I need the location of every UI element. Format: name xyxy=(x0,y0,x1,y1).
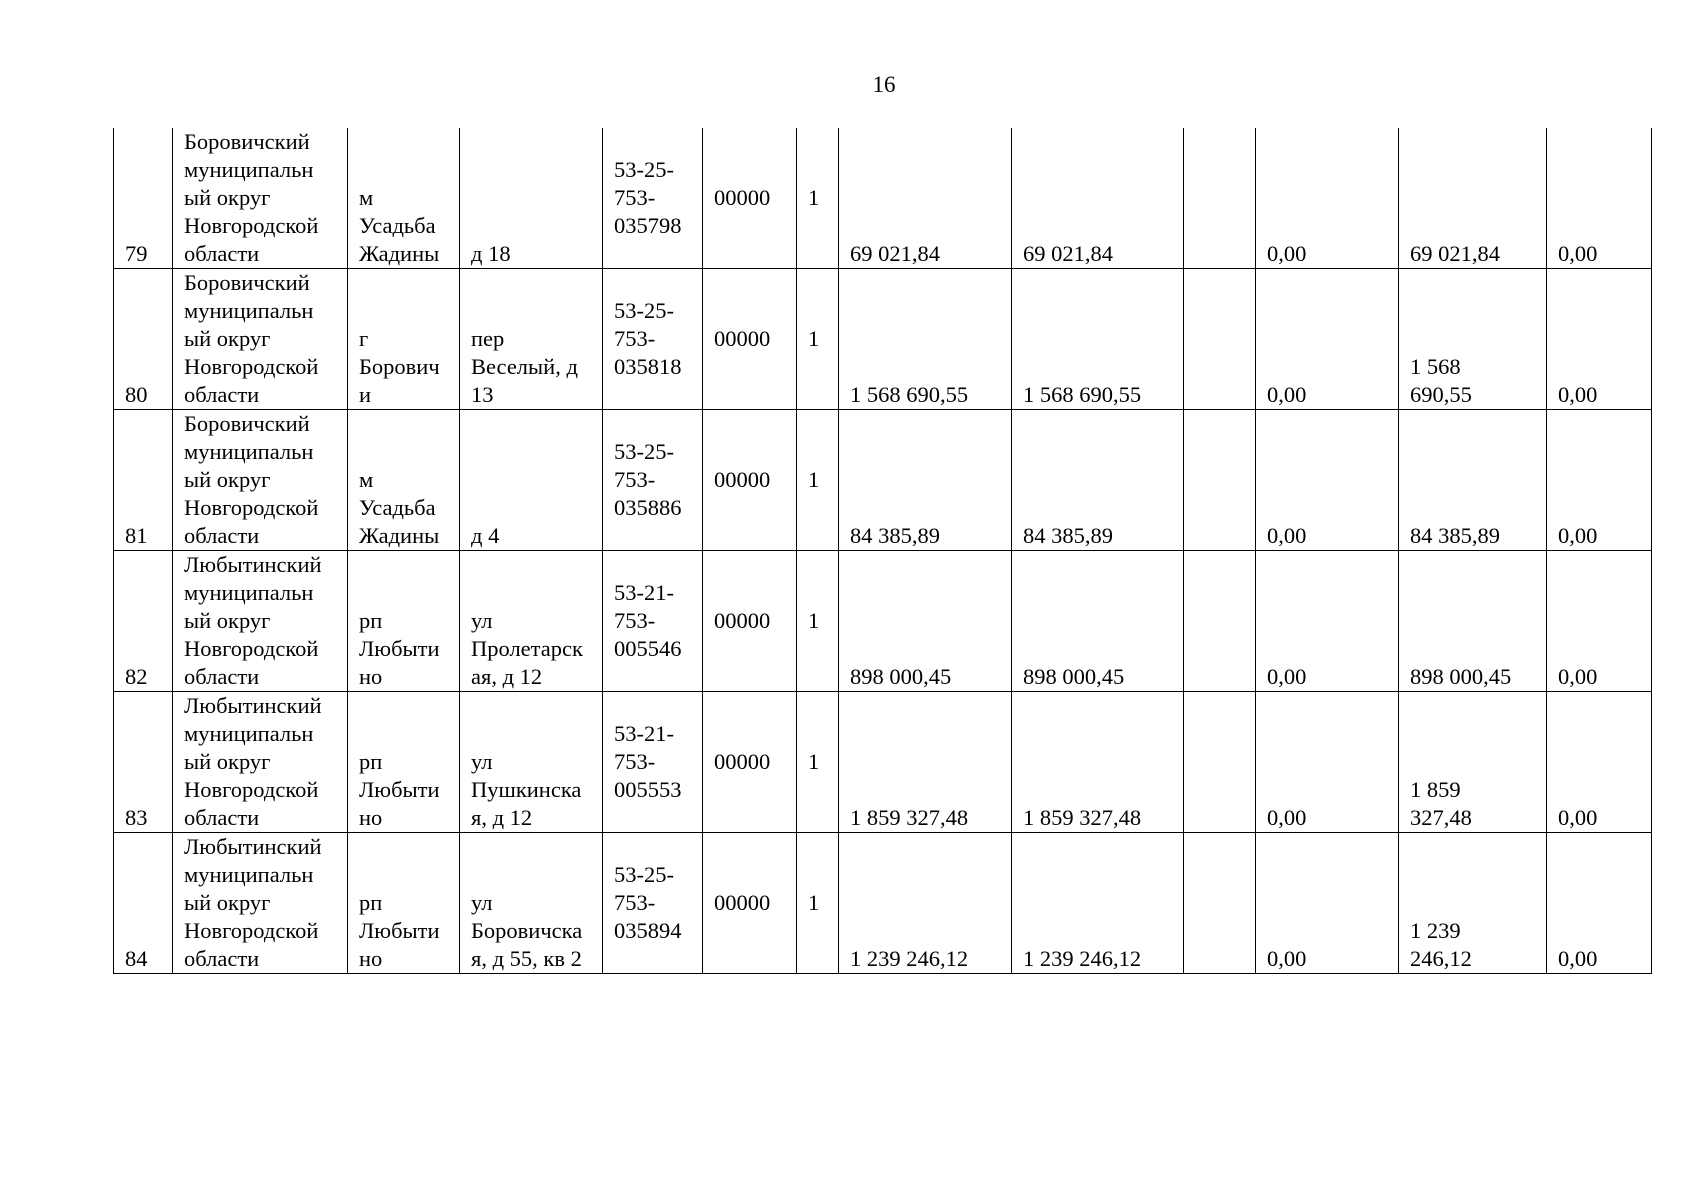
amount6-cell: 0,00 xyxy=(1547,833,1652,974)
locality-cell: рп Любыти но xyxy=(348,833,460,974)
amount6-cell: 0,00 xyxy=(1547,692,1652,833)
municipality-cell: Любытинский муниципальн ый округ Новгородской области xyxy=(173,551,348,692)
amount2-cell: 1 568 690,55 xyxy=(1012,269,1184,410)
amount6-cell: 0,00 xyxy=(1547,128,1652,269)
address-cell: ул Пушкинска я, д 12 xyxy=(460,692,603,833)
code-cell: 53-25- 753- 035798 xyxy=(603,128,703,269)
row-number-cell: 81 xyxy=(114,410,173,551)
code-cell: 53-25- 753- 035886 xyxy=(603,410,703,551)
table-row xyxy=(114,551,1652,692)
count-cell: 1 xyxy=(797,551,839,692)
amount5-cell: 84 385,89 xyxy=(1399,410,1547,551)
table-row xyxy=(114,128,1652,269)
amount1-cell: 1 859 327,48 xyxy=(839,692,1012,833)
count-cell: 1 xyxy=(797,833,839,974)
amount4-cell: 0,00 xyxy=(1256,692,1399,833)
count-cell: 1 xyxy=(797,410,839,551)
locality-cell: рп Любыти но xyxy=(348,692,460,833)
amount4-cell: 0,00 xyxy=(1256,551,1399,692)
amount2-cell: 1 859 327,48 xyxy=(1012,692,1184,833)
code-cell: 53-25- 753- 035894 xyxy=(603,833,703,974)
locality-cell: м Усадьба Жадины xyxy=(348,128,460,269)
amount2-cell: 898 000,45 xyxy=(1012,551,1184,692)
count-cell: 1 xyxy=(797,269,839,410)
amount3-cell xyxy=(1184,692,1256,833)
amount1-cell: 84 385,89 xyxy=(839,410,1012,551)
municipality-cell: Любытинский муниципальн ый округ Новгородской области xyxy=(173,833,348,974)
table-body xyxy=(114,128,1652,974)
table-row xyxy=(114,833,1652,974)
amount3-cell xyxy=(1184,551,1256,692)
code2-cell: 00000 xyxy=(703,410,797,551)
amount5-cell: 1 568 690,55 xyxy=(1399,269,1547,410)
row-number-cell: 83 xyxy=(114,692,173,833)
amount1-cell: 1 239 246,12 xyxy=(839,833,1012,974)
amount2-cell: 84 385,89 xyxy=(1012,410,1184,551)
amount6-cell: 0,00 xyxy=(1547,551,1652,692)
municipality-cell: Боровичский муниципальн ый округ Новгородской области xyxy=(173,269,348,410)
amount6-cell: 0,00 xyxy=(1547,410,1652,551)
row-number-cell: 82 xyxy=(114,551,173,692)
count-cell: 1 xyxy=(797,692,839,833)
locality-cell: г Борович и xyxy=(348,269,460,410)
amount1-cell: 69 021,84 xyxy=(839,128,1012,269)
locality-cell: рп Любыти но xyxy=(348,551,460,692)
amount5-cell: 898 000,45 xyxy=(1399,551,1547,692)
amount5-cell: 1 859 327,48 xyxy=(1399,692,1547,833)
amount5-cell: 69 021,84 xyxy=(1399,128,1547,269)
address-cell: ул Пролетарск ая, д 12 xyxy=(460,551,603,692)
amount2-cell: 69 021,84 xyxy=(1012,128,1184,269)
amount5-cell: 1 239 246,12 xyxy=(1399,833,1547,974)
amount4-cell: 0,00 xyxy=(1256,833,1399,974)
municipality-cell: Боровичский муниципальн ый округ Новгородской области xyxy=(173,128,348,269)
code-cell: 53-21- 753- 005553 xyxy=(603,692,703,833)
amount4-cell: 0,00 xyxy=(1256,128,1399,269)
amount4-cell: 0,00 xyxy=(1256,410,1399,551)
count-cell: 1 xyxy=(797,128,839,269)
address-cell: д 4 xyxy=(460,410,603,551)
row-number-cell: 80 xyxy=(114,269,173,410)
amount1-cell: 1 568 690,55 xyxy=(839,269,1012,410)
amount3-cell xyxy=(1184,410,1256,551)
code-cell: 53-25- 753- 035818 xyxy=(603,269,703,410)
code2-cell: 00000 xyxy=(703,269,797,410)
table-row xyxy=(114,692,1652,833)
code2-cell: 00000 xyxy=(703,551,797,692)
amount3-cell xyxy=(1184,269,1256,410)
address-cell: д 18 xyxy=(460,128,603,269)
code-cell: 53-21- 753- 005546 xyxy=(603,551,703,692)
code2-cell: 00000 xyxy=(703,692,797,833)
municipality-cell: Любытинский муниципальн ый округ Новгородской области xyxy=(173,692,348,833)
address-cell: пер Веселый, д 13 xyxy=(460,269,603,410)
locality-cell: м Усадьба Жадины xyxy=(348,410,460,551)
amount6-cell: 0,00 xyxy=(1547,269,1652,410)
amount1-cell: 898 000,45 xyxy=(839,551,1012,692)
amount3-cell xyxy=(1184,833,1256,974)
amount3-cell xyxy=(1184,128,1256,269)
data-table xyxy=(113,128,1652,974)
address-cell: ул Боровичска я, д 55, кв 2 xyxy=(460,833,603,974)
municipality-cell: Боровичский муниципальн ый округ Новгородской области xyxy=(173,410,348,551)
row-number-cell: 84 xyxy=(114,833,173,974)
table-row xyxy=(114,410,1652,551)
code2-cell: 00000 xyxy=(703,833,797,974)
amount2-cell: 1 239 246,12 xyxy=(1012,833,1184,974)
table-row xyxy=(114,269,1652,410)
page-number: 16 xyxy=(872,72,896,97)
row-number-cell: 79 xyxy=(114,128,173,269)
amount4-cell: 0,00 xyxy=(1256,269,1399,410)
code2-cell: 00000 xyxy=(703,128,797,269)
